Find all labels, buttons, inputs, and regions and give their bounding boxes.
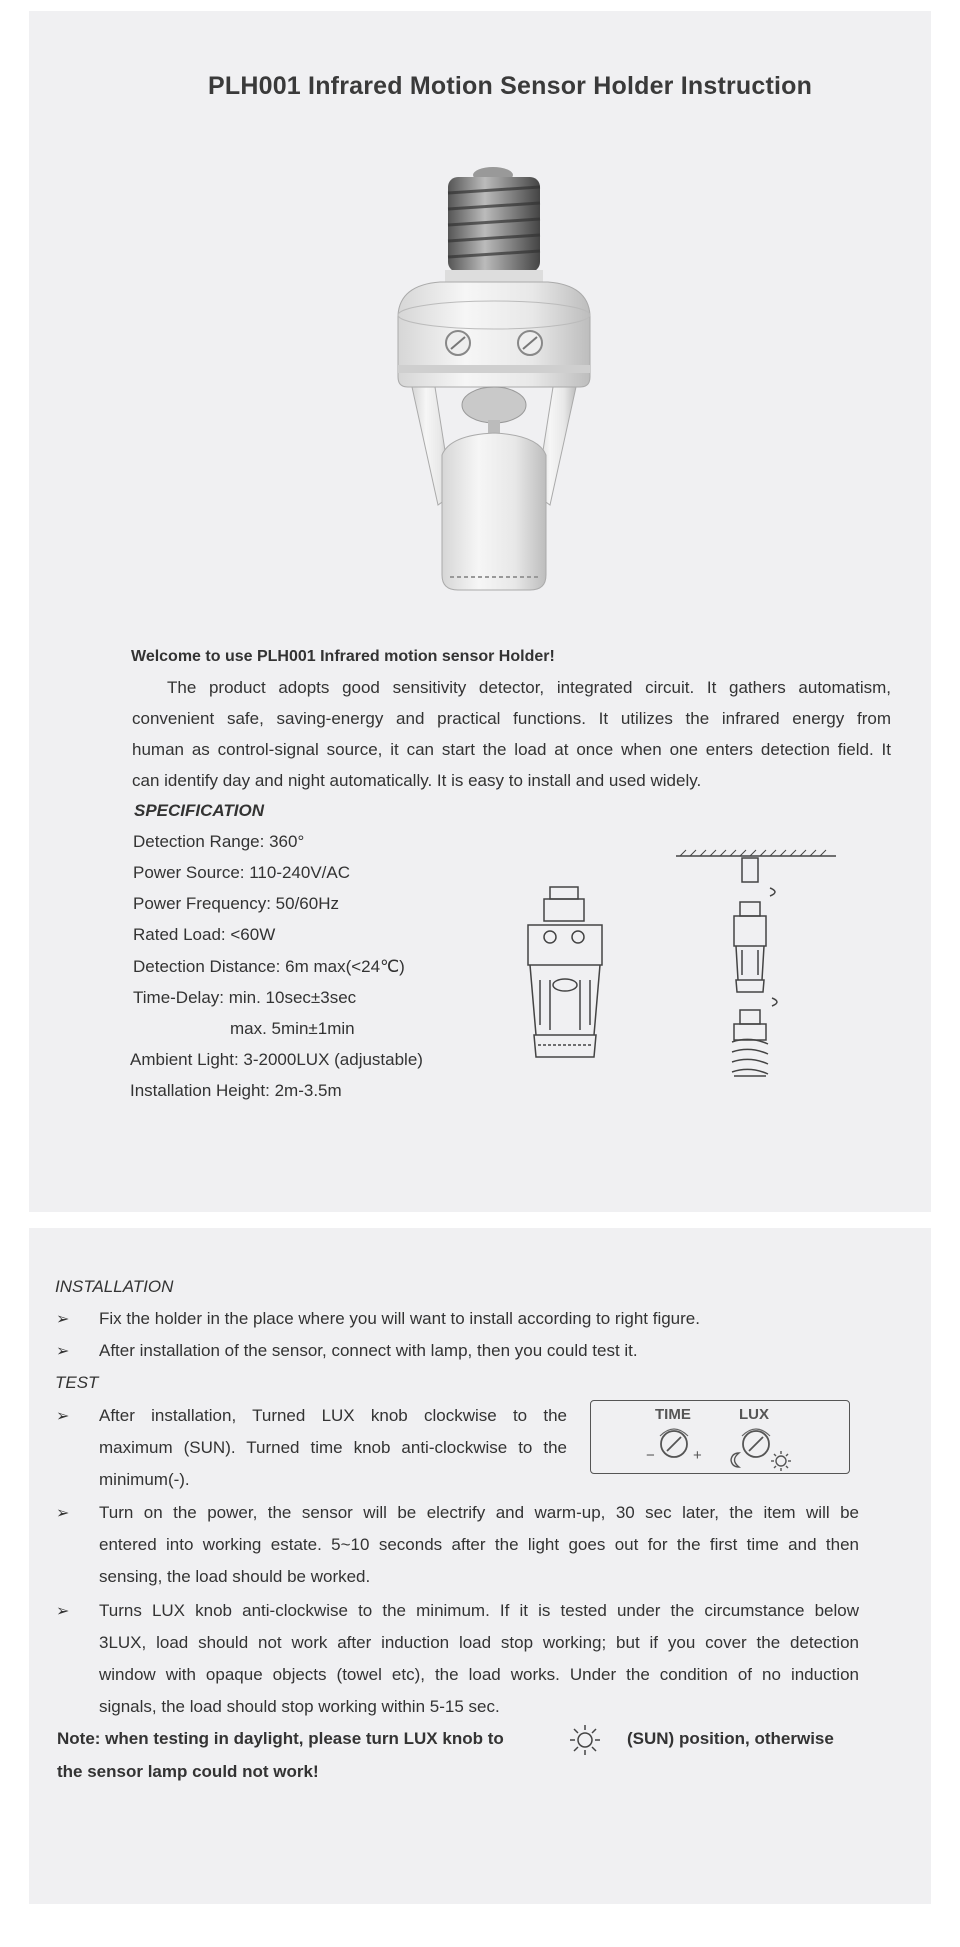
minus-label: − [646,1447,655,1464]
lux-knob-label: LUX [739,1406,769,1423]
test-step-1-line: minimum(-). [99,1470,190,1489]
installation-heading: INSTALLATION [55,1277,174,1296]
test-step-1-line: After installation, Turned LUX knob clockwise to the [99,1406,567,1425]
test-step-3-line: signals, the load should stop working within 5-15 sec. [99,1697,500,1716]
spec-time-delay-min: Time-Delay: min. 10sec±3sec [133,988,357,1007]
specification-heading: SPECIFICATION [134,801,265,820]
test-step-3-line: Turns LUX knob anti-clockwise to the minimum. If it is tested under the circumstance below [99,1601,859,1620]
instruction-page-bottom [29,1228,931,1904]
plus-label: + [693,1447,702,1464]
sun-icon [770,1450,792,1472]
test-step-2-line: sensing, the load should be worked. [99,1567,371,1586]
welcome-paragraph-line: human as control-signal source, it can start the load at once when one enters detection field. It [132,740,891,759]
note-text: Note: when testing in daylight, please turn LUX knob to [57,1729,504,1748]
spec-ambient-light: Ambient Light: 3-2000LUX (adjustable) [130,1050,423,1069]
bullet-arrow-icon: ➢ [56,1343,70,1360]
spec-installation-height: Installation Height: 2m-3.5m [130,1081,342,1100]
installation-step: Fix the holder in the place where you will want to install according to right figure. [99,1309,700,1328]
time-knob-icon [656,1426,692,1462]
spec-time-delay-max: max. 5min±1min [230,1019,355,1038]
knob-panel-diagram [590,1400,850,1474]
time-knob-label: TIME [655,1406,691,1423]
holder-line-drawing [520,885,610,1065]
spec-detection-distance: Detection Distance: 6m max(<24℃) [133,957,405,976]
sensor-holder-illustration [390,165,600,595]
spec-detection-range: Detection Range: 360° [133,832,305,851]
bullet-arrow-icon: ➢ [56,1408,70,1425]
test-step-3-line: window with opaque objects (towel etc), the load works. Under the condition of no induction [99,1665,859,1684]
welcome-paragraph-line: The product adopts good sensitivity detector, integrated circuit. It gathers automatism, [167,678,891,697]
document-title: PLH001 Infrared Motion Sensor Holder Instruction [208,72,813,100]
test-step-2-line: entered into working estate. 5~10 seconds after the light goes out for the first time and then [99,1535,859,1554]
installation-step: After installation of the sensor, connect with lamp, then you could test it. [99,1341,638,1360]
note-text: (SUN) position, otherwise [627,1729,834,1748]
welcome-heading: Welcome to use PLH001 Infrared motion sensor Holder! [131,648,555,665]
spec-power-source: Power Source: 110-240V/AC [133,863,351,882]
bullet-arrow-icon: ➢ [56,1603,70,1620]
test-step-2-line: Turn on the power, the sensor will be electrify and warm-up, 30 sec later, the item will be [99,1503,859,1522]
sun-icon [569,1724,601,1756]
welcome-paragraph-line: convenient safe, saving-energy and practical functions. It utilizes the infrared energy from [132,709,891,728]
mounting-diagram [676,850,841,1090]
note-text: the sensor lamp could not work! [57,1762,319,1781]
bullet-arrow-icon: ➢ [56,1505,70,1522]
test-step-1-line: maximum (SUN). Turned time knob anti-clockwise to the [99,1438,567,1457]
test-heading: TEST [55,1373,99,1392]
test-step-3-line: 3LUX, load should not work after induction load stop working; but if you cover the detection [99,1633,859,1652]
bullet-arrow-icon: ➢ [56,1311,70,1328]
spec-power-frequency: Power Frequency: 50/60Hz [133,894,339,913]
moon-icon [728,1451,744,1469]
welcome-paragraph-line: can identify day and night automatically. It is easy to install and used widely. [132,771,702,790]
spec-rated-load: Rated Load: <60W [133,925,276,944]
